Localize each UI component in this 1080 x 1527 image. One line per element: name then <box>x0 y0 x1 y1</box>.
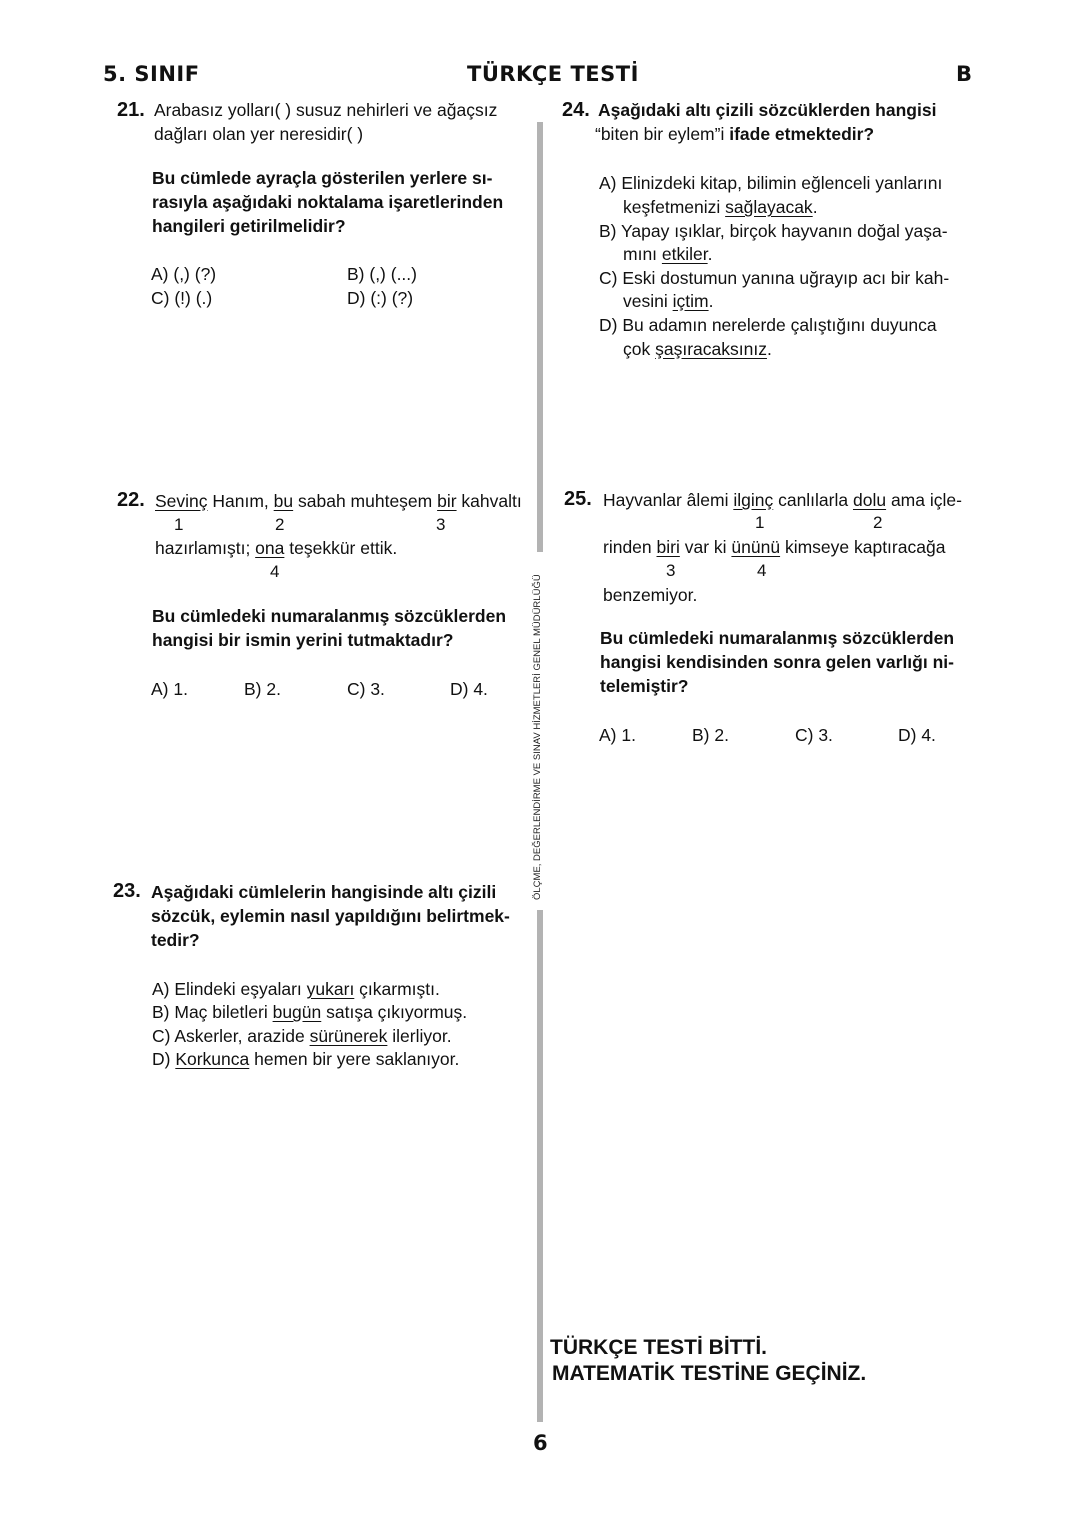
question-text <box>603 489 962 511</box>
text: ama içle- <box>886 490 962 510</box>
numbered-word: biri <box>656 537 680 557</box>
text: A) Elindeki eşyaları <box>152 979 307 999</box>
option-c-cont[interactable] <box>623 290 713 312</box>
option-b[interactable]: B) (,) (...) <box>347 264 417 284</box>
option-d[interactable]: D) 4. <box>898 725 936 745</box>
underlined-word: etkiler <box>661 244 708 264</box>
question-text <box>603 536 945 558</box>
question-instruction: hangisi bir ismin yerini tutmaktadır? <box>152 630 454 650</box>
text: çıkarmıştı. <box>354 979 440 999</box>
grade-label: 5. SINIF <box>103 62 200 86</box>
question-instruction: Bu cümlede ayraçla gösterilen yerlere sı- <box>152 168 493 188</box>
text: Hanım, <box>207 491 274 511</box>
numbered-word: Sevinç <box>155 491 208 511</box>
option-a[interactable]: A) 1. <box>599 725 636 745</box>
text: “biten bir eylem”i <box>595 124 725 144</box>
option-a[interactable]: A) (,) (?) <box>151 264 217 284</box>
question-instruction <box>595 123 874 145</box>
question-instruction: Aşağıdaki cümlelerin hangisinde altı çizili <box>151 882 497 902</box>
text: D) <box>152 1049 176 1069</box>
word-number: 1 <box>174 515 184 534</box>
option-b[interactable]: B) Yapay ışıklar, birçok hayvanın doğal yaşa- <box>599 221 948 241</box>
question-text: Arabasız yolları( ) susuz nehirleri ve ağaçsız <box>154 100 498 120</box>
text: Hayvanlar âlemi <box>603 490 734 510</box>
question-text: benzemiyor. <box>603 585 698 605</box>
publisher-side-text: ÖLÇME, DEĞERLENDİRME VE SINAV HİZMETLERİ GENEL MÜDÜRLÜĞÜ <box>532 574 543 900</box>
word-number: 2 <box>873 513 883 532</box>
page-number: 6 <box>533 1431 548 1455</box>
option-c[interactable]: C) Eski dostumun yanına uğrayıp acı bir kah- <box>599 268 950 288</box>
question-instruction: hangisi kendisinden sonra gelen varlığı ni- <box>600 652 954 672</box>
question-text <box>155 490 522 512</box>
numbered-word: ününü <box>731 537 781 557</box>
question-instruction: tedir? <box>151 930 200 950</box>
underlined-word: sağlayacak <box>725 197 813 217</box>
text: keşfetmenizi <box>623 197 726 217</box>
text: ilerliyor. <box>387 1026 452 1046</box>
text: satışa çıkıyormuş. <box>321 1002 468 1022</box>
option-a-cont[interactable] <box>623 196 818 218</box>
text: kimseye kaptıracağa <box>780 537 946 557</box>
option-d[interactable]: D) Bu adamın nerelerde çalıştığını duyunca <box>599 315 937 335</box>
booklet-letter: B <box>956 62 973 86</box>
option-a[interactable] <box>152 978 440 1000</box>
question-text: dağları olan yer neresidir( ) <box>154 124 364 144</box>
question-number: 25. <box>564 488 592 510</box>
option-a[interactable]: A) Elinizdeki kitap, bilimin eğlenceli yanlarını <box>599 173 943 193</box>
question-instruction: Bu cümledeki numaralanmış sözcüklerden <box>152 606 507 626</box>
option-b[interactable] <box>152 1001 467 1023</box>
question-instruction: Bu cümledeki numaralanmış sözcüklerden <box>600 628 955 648</box>
option-c[interactable]: C) (!) (.) <box>151 288 213 308</box>
text: vesini <box>623 291 673 311</box>
numbered-word: ilginç <box>733 490 774 510</box>
word-number: 4 <box>270 562 280 581</box>
question-text <box>155 537 397 559</box>
question-instruction: sözcük, eylemin nasıl yapıldığını belirtmek- <box>151 906 510 926</box>
text: mını <box>623 244 662 264</box>
option-c[interactable]: C) 3. <box>795 725 833 745</box>
underlined-word: bugün <box>272 1002 322 1022</box>
text: çok <box>623 339 656 359</box>
question-number: 23. <box>113 880 141 902</box>
word-number: 3 <box>436 515 446 534</box>
text: . <box>708 291 714 311</box>
option-d[interactable] <box>152 1048 459 1070</box>
option-a[interactable]: A) 1. <box>151 679 188 699</box>
word-number: 1 <box>755 513 765 532</box>
underlined-word: şaşıracaksınız <box>655 339 767 359</box>
numbered-word: bir <box>437 491 457 511</box>
question-instruction: hangileri getirilmelidir? <box>152 216 346 236</box>
text: rinden <box>603 537 657 557</box>
underlined-word: içtim <box>672 291 709 311</box>
numbered-word: dolu <box>852 490 887 510</box>
text: C) Askerler, arazide <box>152 1026 310 1046</box>
text: teşekkür ettik. <box>284 538 398 558</box>
option-b[interactable]: B) 2. <box>244 679 281 699</box>
underlined-word: Korkunca <box>175 1049 250 1069</box>
option-b-cont[interactable] <box>623 243 713 265</box>
column-divider <box>537 122 543 552</box>
test-title: TÜRKÇE TESTİ <box>467 62 639 86</box>
question-number: 22. <box>117 489 145 511</box>
word-number: 3 <box>666 561 676 580</box>
option-d[interactable]: D) 4. <box>450 679 488 699</box>
option-d-cont[interactable] <box>623 338 772 360</box>
numbered-word: bu <box>273 491 294 511</box>
text: var ki <box>679 537 732 557</box>
numbered-word: ona <box>255 538 285 558</box>
underlined-word: sürünerek <box>309 1026 388 1046</box>
text: hazırlamıştı; <box>155 538 256 558</box>
text: . <box>812 197 818 217</box>
text: . <box>766 339 772 359</box>
question-number: 21. <box>117 99 145 121</box>
question-number: 24. <box>562 99 590 121</box>
text: hemen bir yere saklanıyor. <box>249 1049 460 1069</box>
underlined-word: yukarı <box>306 979 355 999</box>
option-d[interactable]: D) (:) (?) <box>347 288 414 308</box>
text: sabah muhteşem <box>293 491 438 511</box>
question-instruction: rasıyla aşağıdaki noktalama işaretlerinden <box>152 192 504 212</box>
text: . <box>707 244 713 264</box>
text: ifade etmektedir? <box>724 124 875 144</box>
test-end-notice: TÜRKÇE TESTİ BİTTİ. <box>550 1336 767 1359</box>
next-test-notice: MATEMATİK TESTİNE GEÇİNİZ. <box>552 1362 867 1385</box>
word-number: 4 <box>757 561 767 580</box>
option-b[interactable]: B) 2. <box>692 725 729 745</box>
option-c[interactable] <box>152 1025 452 1047</box>
text: canlılarla <box>773 490 853 510</box>
column-divider <box>537 910 543 1422</box>
text: kahvaltı <box>456 491 522 511</box>
question-instruction: Aşağıdaki altı çizili sözcüklerden hangisi <box>598 100 937 120</box>
word-number: 2 <box>275 515 285 534</box>
question-instruction: telemiştir? <box>600 676 689 696</box>
text: B) Maç biletleri <box>152 1002 273 1022</box>
option-c[interactable]: C) 3. <box>347 679 385 699</box>
